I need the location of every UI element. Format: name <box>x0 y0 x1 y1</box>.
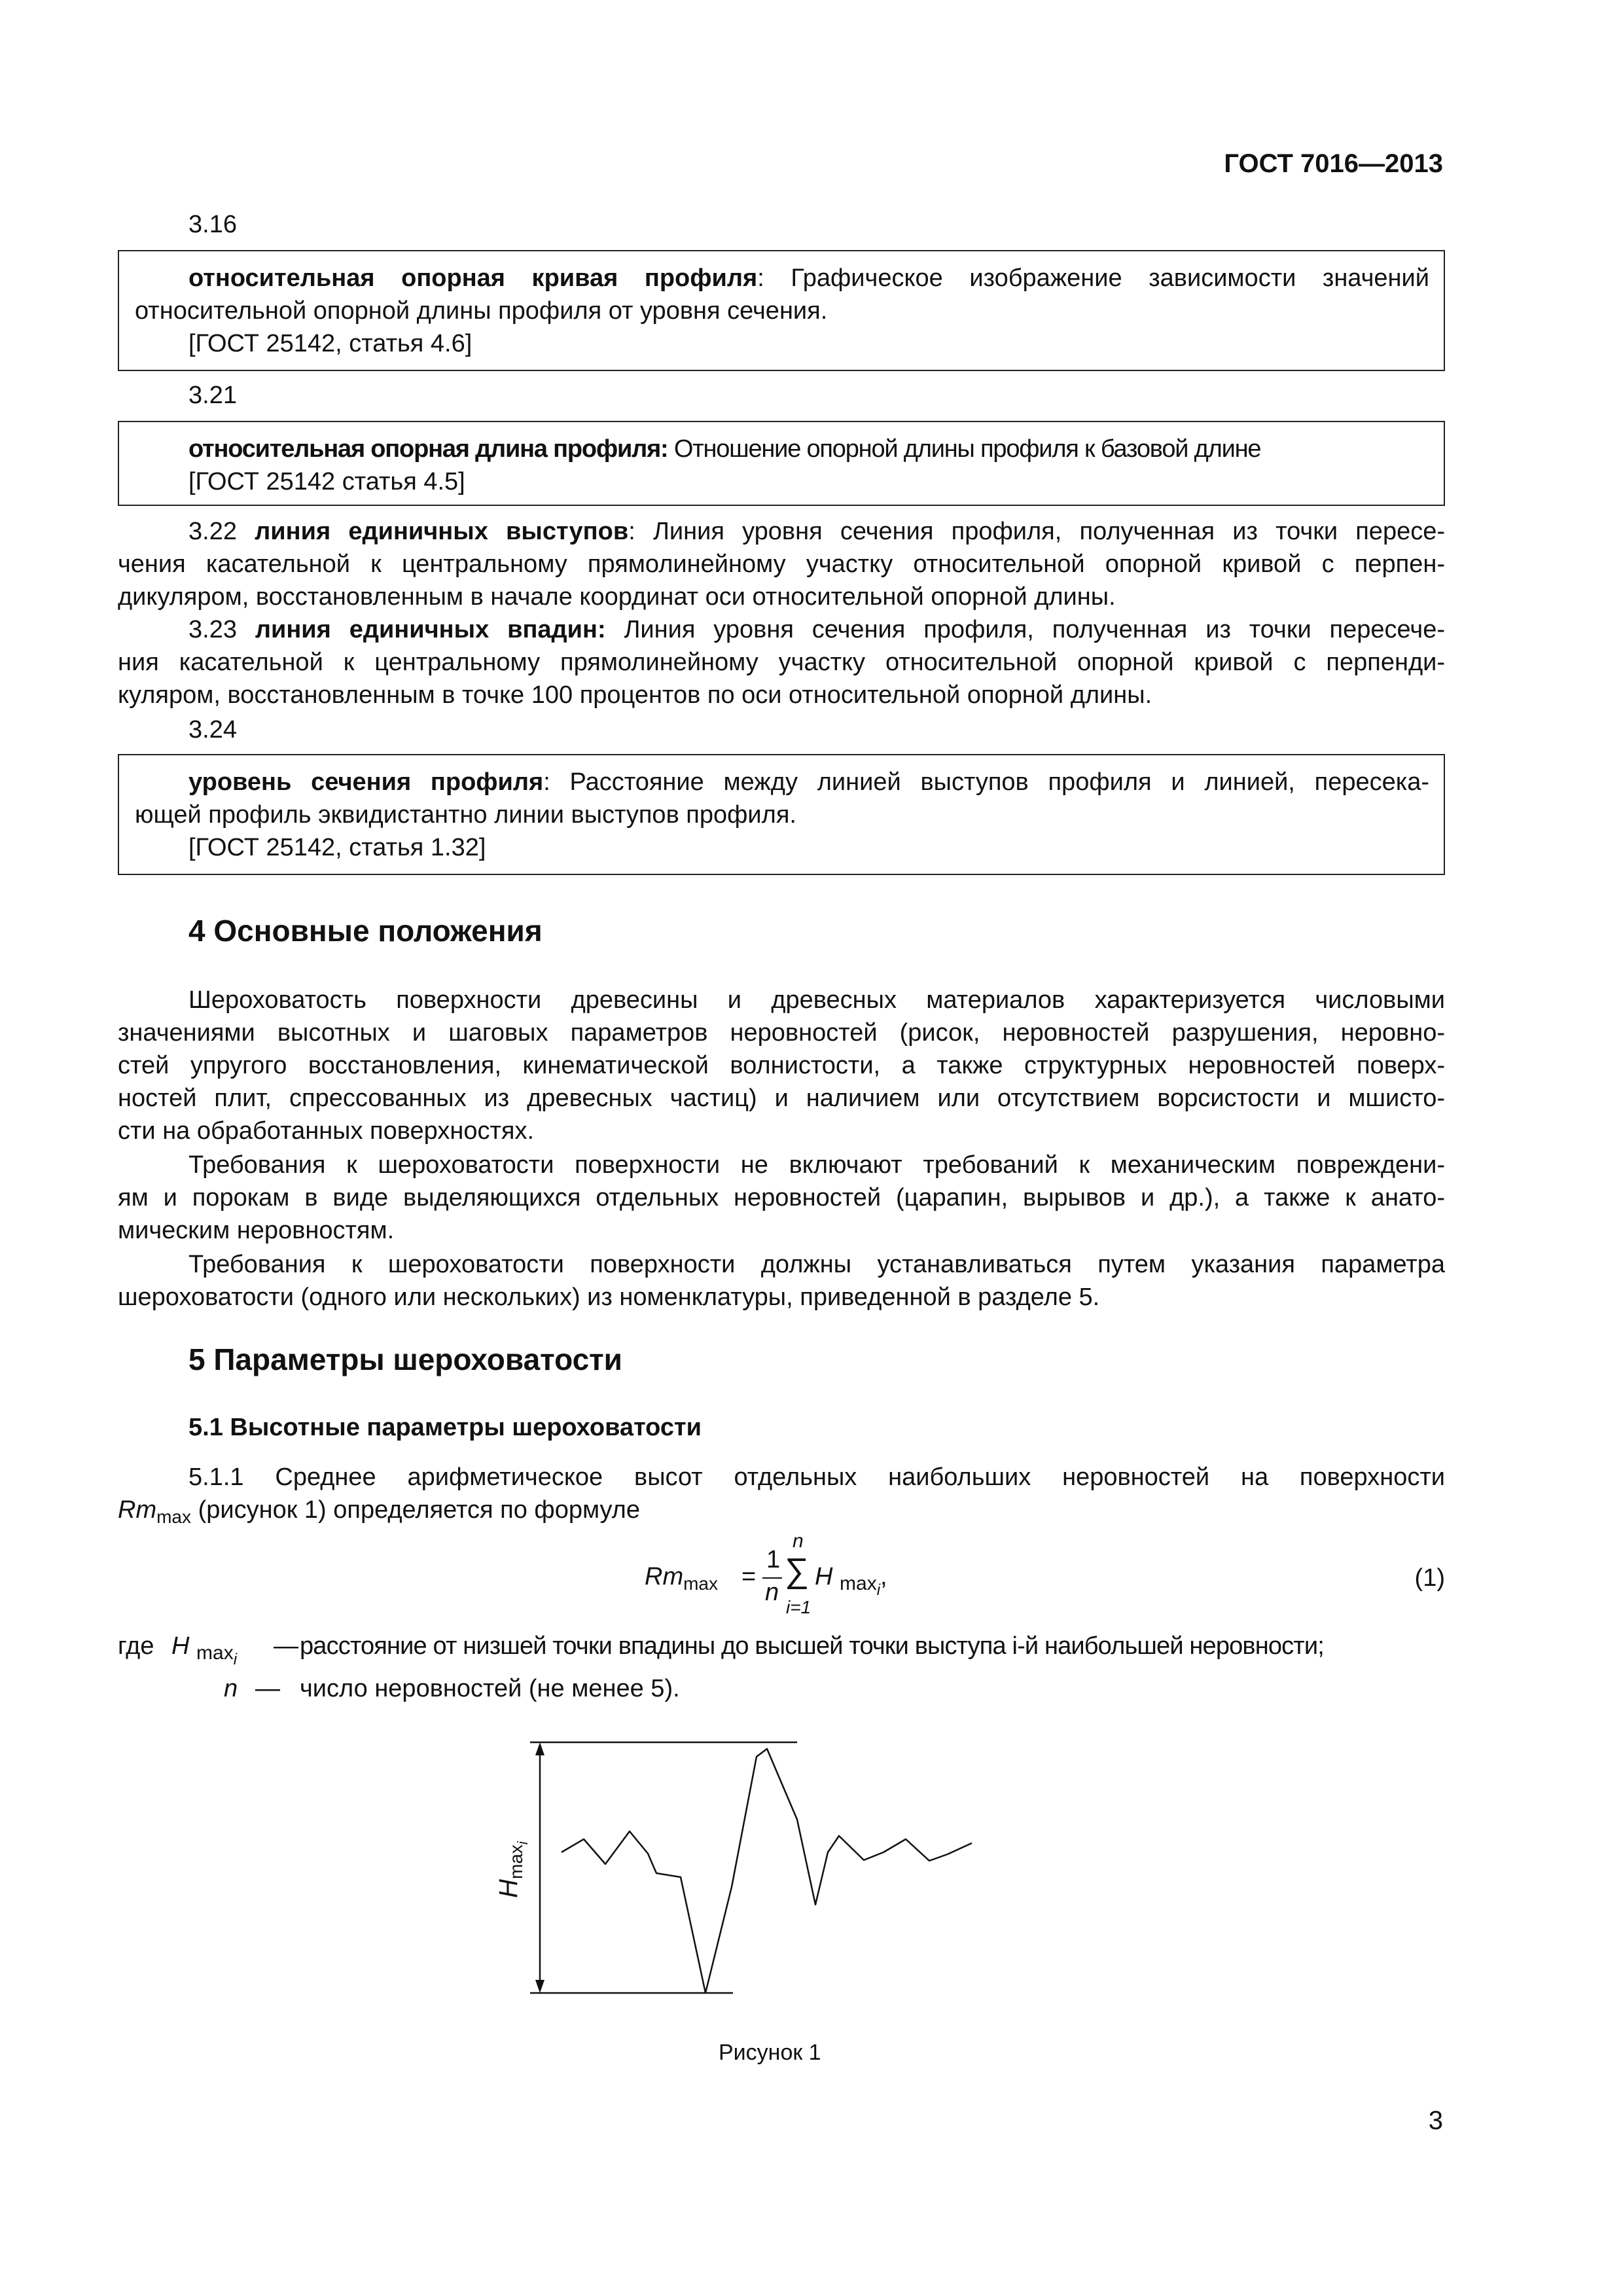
section-4-p1-line2: значениями высотных и шаговых параметров неровностей (рисок, неровностей разрушения, неровно- <box>118 1019 1445 1047</box>
figure-1-diagram <box>458 1721 1086 2022</box>
where-n-symbol <box>224 1672 238 1705</box>
term-3-16-reference: [ГОСТ 25142, статья 4.6] <box>188 330 473 357</box>
term-3-22-line1 <box>188 515 1445 548</box>
section-4-p3-line2: шероховатости (одного или нескольких) из номенклатуры, приведенной в разделе 5. <box>118 1283 1100 1311</box>
formula-1 <box>645 1532 919 1623</box>
where-h: H <box>171 1632 190 1660</box>
formula-sum-lower: i=1 <box>786 1597 812 1617</box>
term-3-22-title: линия единичных выступов <box>255 518 629 545</box>
term-number-3-21: 3.21 <box>188 382 237 409</box>
where-n: n <box>224 1675 238 1702</box>
figure-axis-label: $H_{maxi}$ <box>494 1841 531 1898</box>
term-3-23-text1: Линия уровня сечения профиля, полученная из точки пересече- <box>605 616 1445 643</box>
term-3-23-title: линия единичных впадин: <box>255 616 606 643</box>
section-4-p2-line3: мическим неровностям. <box>118 1217 395 1244</box>
formula-fraction-denominator: n <box>765 1579 779 1606</box>
figure-1-caption: Рисунок 1 <box>719 2040 821 2065</box>
where-h-description: расстояние от низшей точки впадины до высшей точки выступа i-й наибольшей неровности; <box>300 1632 1324 1660</box>
formula-sum-sign: ∑ <box>785 1552 810 1590</box>
formula-h-sub: max <box>840 1573 877 1594</box>
formula-h: H <box>815 1563 833 1590</box>
term-3-24-line1 <box>188 766 1429 798</box>
term-3-21-line1 <box>188 433 1260 465</box>
term-3-22-number: 3.22 <box>188 518 237 545</box>
where-dash-1: — <box>274 1632 298 1660</box>
term-number-3-16: 3.16 <box>188 211 237 238</box>
formula-sum-upper: n <box>793 1530 804 1552</box>
term-3-21-title: относительная опорная длина профиля: <box>188 435 668 463</box>
figure-profile-line <box>562 1749 972 1993</box>
formula-equals: = <box>741 1563 757 1590</box>
term-number-3-24: 3.24 <box>188 716 237 744</box>
where-h-subsub: i <box>233 1651 238 1668</box>
section-4-p1-line1: Шероховатость поверхности древесины и древесных материалов характеризуется числовыми <box>188 986 1445 1014</box>
term-3-23-line2: ния касательной к центральному прямолинейному участку относительной опорной кривой с перпенди- <box>118 649 1445 676</box>
term-3-16-title: относительная опорная кривая профиля <box>188 264 758 292</box>
term-3-22-text1: : Линия уровня сечения профиля, полученная из точки пересе- <box>628 518 1445 545</box>
figure-dimension-arrow-bottom <box>535 1980 544 1993</box>
term-box-3-16 <box>118 250 1445 371</box>
formula-fraction-numerator: 1 <box>766 1546 781 1573</box>
rm-subscript: max <box>156 1507 192 1527</box>
section-4-p1-line3: стей упругого восстановления, кинематической волнистости, а также структурных неровностей поверх- <box>118 1052 1445 1079</box>
term-3-24-reference: [ГОСТ 25142, статья 1.32] <box>188 834 486 861</box>
where-dash-2: — <box>255 1675 280 1702</box>
term-3-21-def: Отношение опорной длины профиля к базовой длине <box>668 435 1261 463</box>
section-4-p2-line2: ям и порокам в виде выделяющихся отдельных неровностей (царапин, вырывов и др.), а также к анато- <box>118 1184 1445 1211</box>
formula-lhs-sub: max <box>683 1573 719 1594</box>
term-box-3-21 <box>118 421 1445 506</box>
term-3-24-def-part2: ющей профиль эквидистантно линии выступов профиля. <box>135 801 796 829</box>
where-word: где <box>118 1632 154 1660</box>
subsection-5-1-title: 5.1 Высотные параметры шероховатости <box>188 1414 702 1441</box>
term-3-23-line1 <box>188 613 1445 646</box>
formula-lhs: Rm <box>645 1563 684 1590</box>
section-4-title: 4 Основные положения <box>188 914 543 948</box>
where-h-symbol <box>171 1630 237 1666</box>
term-3-23-line3: куляром, восстановленным в точке 100 процентов по оси относительной опорной длины. <box>118 681 1152 709</box>
rm-symbol: Rm <box>118 1496 157 1524</box>
term-3-22-line2: чения касательной к центральному прямолинейному участку относительной опорной кривой с перпен- <box>118 550 1445 578</box>
document-id: ГОСТ 7016—2013 <box>1224 149 1443 178</box>
formula-number: (1) <box>1414 1564 1445 1592</box>
figure-dimension-arrow-top <box>535 1742 544 1755</box>
term-3-16-line1 <box>188 262 1429 295</box>
section-4-p3-line1: Требования к шероховатости поверхности должны устанавливаться путем указания параметра <box>188 1251 1445 1278</box>
term-3-23-number: 3.23 <box>188 616 237 643</box>
term-3-21-reference: [ГОСТ 25142 статья 4.5] <box>188 468 465 495</box>
term-3-16-def-part2: относительной опорной длины профиля от уровня сечения. <box>135 297 828 325</box>
where-h-sub: max <box>196 1642 234 1664</box>
term-3-24-title: уровень сечения профиля <box>188 768 544 796</box>
formula-h-subsub: i <box>876 1581 881 1599</box>
paragraph-5-1-1-line1: 5.1.1 Среднее арифметическое высот отдельных наибольших неровностей на поверхности <box>188 1463 1445 1491</box>
section-4-p1-line5: сти на обработанных поверхностях. <box>118 1117 535 1145</box>
where-n-description: число неровностей (не менее 5). <box>300 1675 680 1702</box>
section-4-p1-line4: ностей плит, спрессованных из древесных частиц) и наличием или отсутствием ворсистости и мшисто- <box>118 1085 1445 1112</box>
term-3-24-def-part1: : Расстояние между линией выступов профиля и линией, пересека- <box>543 768 1429 796</box>
paragraph-5-1-1-line2 <box>118 1494 640 1526</box>
paragraph-5-1-1-text: (рисунок 1) определяется по формуле <box>191 1496 640 1524</box>
page-number: 3 <box>1428 2106 1443 2135</box>
term-box-3-24 <box>118 754 1445 875</box>
section-4-p2-line1: Требования к шероховатости поверхности не включают требований к механическим повреждени- <box>188 1151 1445 1179</box>
term-3-22-line3: дикуляром, восстановленным в начале координат оси относительной опорной длины. <box>118 583 1116 611</box>
formula-comma: , <box>880 1563 887 1590</box>
term-3-16-def-part1: : Графическое изображение зависимости значений <box>757 264 1429 292</box>
section-5-title: 5 Параметры шероховатости <box>188 1342 622 1376</box>
